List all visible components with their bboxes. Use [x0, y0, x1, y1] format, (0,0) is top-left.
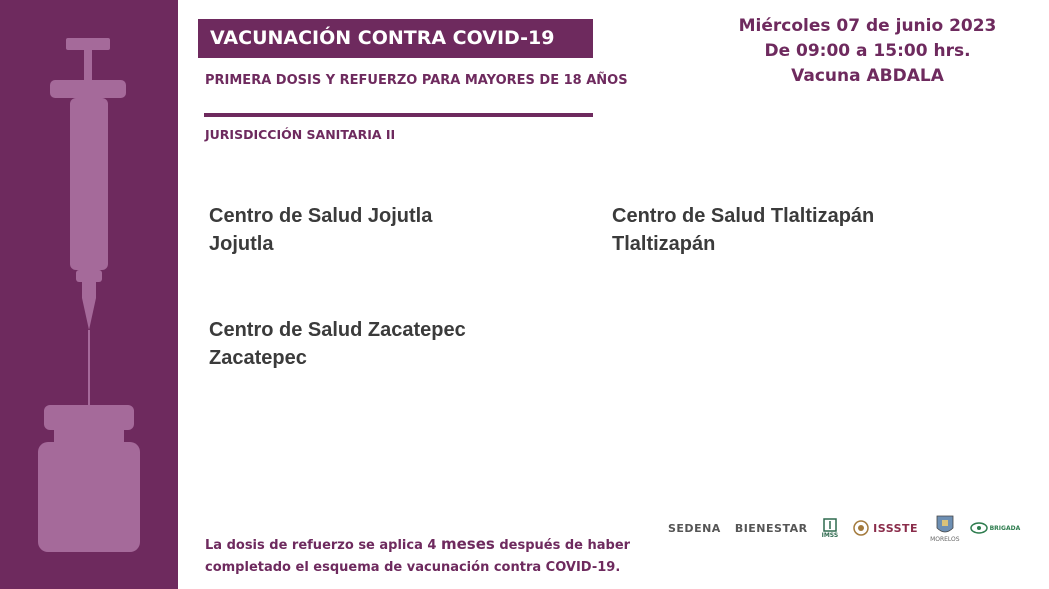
- imss-emblem-icon: [823, 518, 837, 532]
- site-jojutla: [209, 202, 432, 258]
- hours-text: De 09:00 a 15:00 hrs.: [764, 41, 971, 61]
- schedule-block: [730, 14, 1005, 89]
- sidebar: [0, 0, 178, 589]
- divider: [204, 113, 593, 117]
- brigada-logo: [970, 521, 1021, 535]
- syringe-icon: [50, 38, 126, 405]
- syringe-vial-illustration: [0, 0, 178, 589]
- site-name: Centro de Salud Zacatepec: [209, 319, 466, 341]
- footnote-line-1: [205, 533, 630, 557]
- morelos-label: MORELOS: [930, 535, 960, 543]
- page-title: VACUNACIÓN CONTRA COVID-19: [198, 19, 593, 58]
- issste-emblem-icon: [852, 519, 870, 537]
- site-name: Centro de Salud Tlaltizapán: [612, 205, 875, 227]
- footnote-part2: después de haber: [494, 538, 631, 553]
- footnote-emphasis: meses: [440, 535, 495, 553]
- site-zacatepec: [209, 316, 466, 372]
- site-municipality: Zacatepec: [209, 347, 307, 369]
- site-name: Centro de Salud Jojutla: [209, 205, 433, 227]
- date-text: Miércoles 07 de junio 2023: [738, 16, 997, 36]
- booster-footnote: [205, 533, 630, 579]
- jurisdiction-label: JURISDICCIÓN SANITARIA II: [205, 127, 396, 142]
- site-tlaltizapan: [612, 202, 874, 258]
- vaccine-text: Vacuna ABDALA: [791, 66, 944, 86]
- footnote-line-2: completado el esquema de vacunación contra COVID-19.: [205, 560, 621, 575]
- brigada-label: BRIGADA: [989, 524, 1021, 532]
- footnote-part1: La dosis de refuerzo se aplica 4: [205, 538, 441, 553]
- sedena-logo: SEDENA: [668, 521, 721, 535]
- issste-logo: [852, 519, 918, 537]
- vial-icon: [38, 405, 140, 552]
- institution-logos: [668, 506, 1021, 550]
- brigada-emblem-icon: [970, 521, 988, 535]
- morelos-logo: [930, 514, 960, 543]
- issste-label: ISSSTE: [873, 521, 919, 535]
- subtitle: PRIMERA DOSIS Y REFUERZO PARA MAYORES DE 18 AÑOS: [205, 73, 628, 88]
- bienestar-logo: BIENESTAR: [734, 521, 808, 535]
- site-municipality: Jojutla: [209, 233, 274, 255]
- imss-logo: [822, 518, 839, 539]
- imss-label: IMSS: [821, 531, 839, 539]
- morelos-shield-icon: [935, 514, 955, 536]
- site-municipality: Tlaltizapán: [612, 233, 716, 255]
